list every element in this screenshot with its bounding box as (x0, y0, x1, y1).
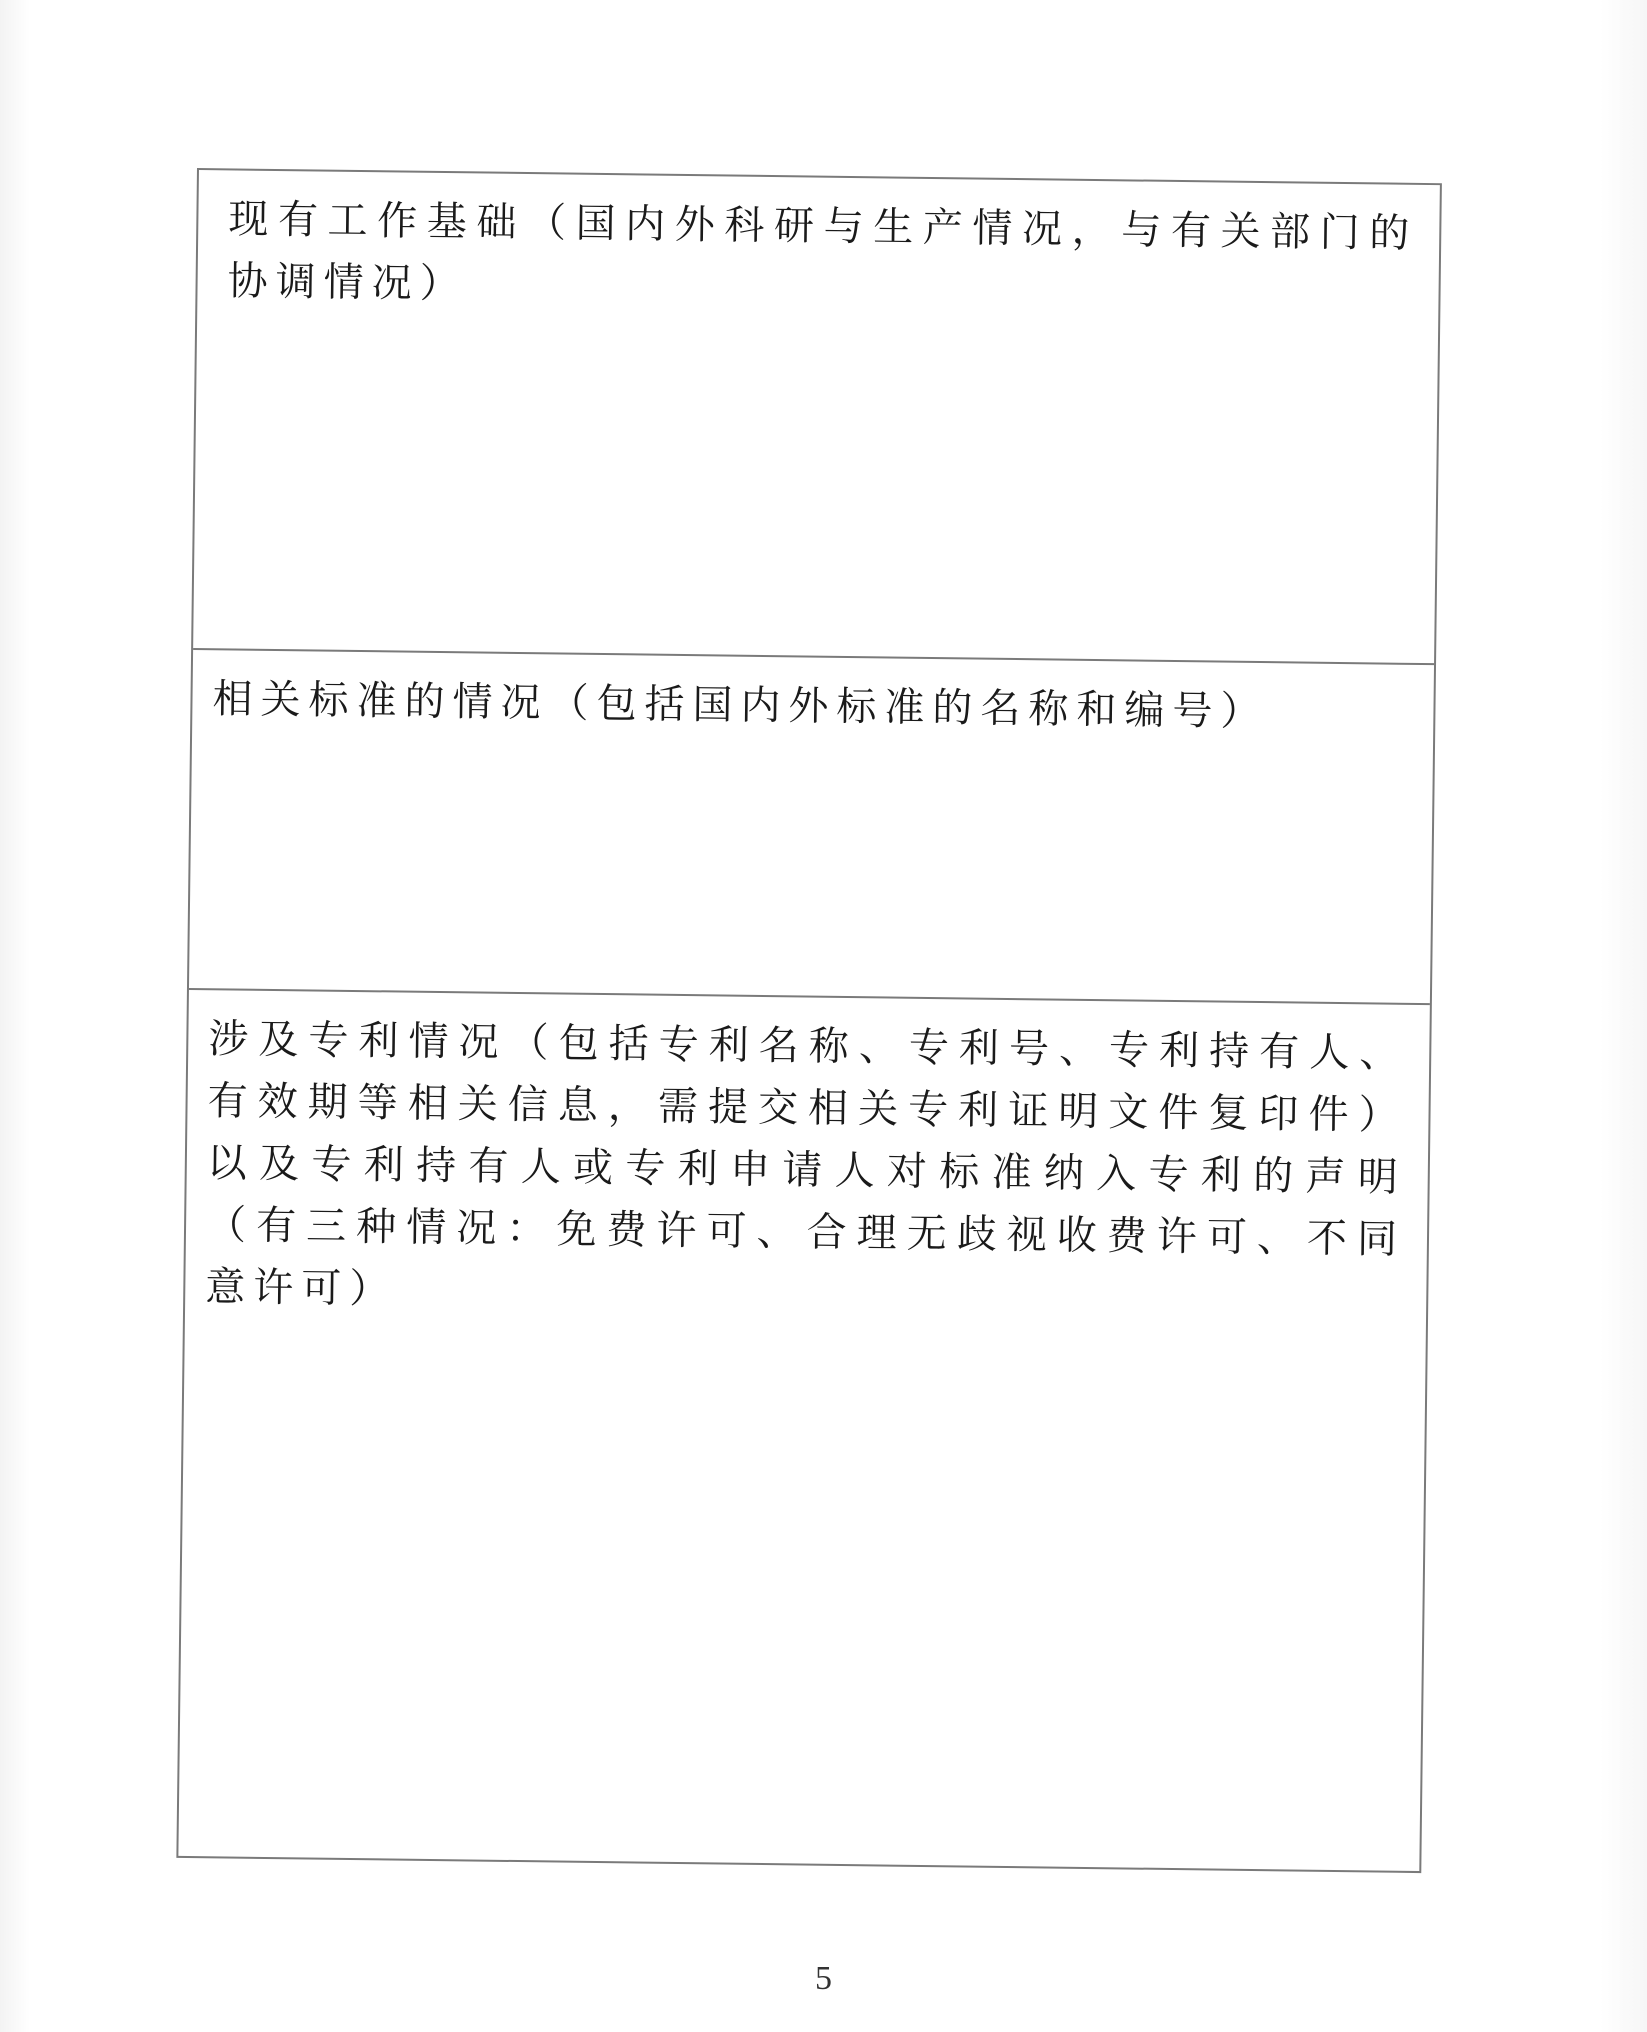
patent-information-section (178, 988, 1430, 1873)
page-number: 5 (815, 1960, 832, 1997)
related-standards-label: 相关标准的情况（包括国内外标准的名称和编号） (212, 676, 1269, 736)
application-form-table (176, 168, 1442, 1873)
patent-information-label: 涉及专利情况（包括专利名称、专利号、专利持有人、有效期等相关信息，需提交相关专利证明文件复印件）以及专利持有人或专利申请人对标准纳入专利的声明（有三种情况：免费许可、合理无歧视收费许可、不同意许可） (205, 1016, 1408, 1313)
existing-work-foundation-section (193, 170, 1440, 663)
existing-work-foundation-label: 现有工作基础（国内外科研与生产情况，与有关部门的协调情况） (227, 196, 1418, 308)
related-standards-section (189, 648, 1434, 1003)
